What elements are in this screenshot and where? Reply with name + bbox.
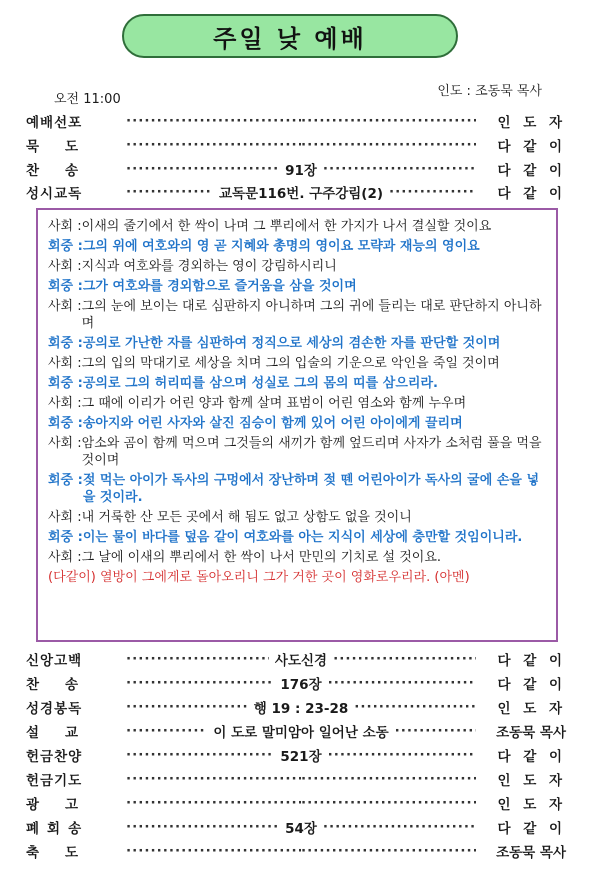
order-performer: 조동묵 목사 [496, 845, 566, 861]
order-row-offering-hymn [26, 744, 566, 766]
page-title: 주일 낮 예배 [122, 14, 458, 58]
reading-line [48, 355, 546, 372]
order-row-silent-prayer [26, 134, 566, 156]
order-label: 성경봉독 [26, 701, 83, 717]
reading-line [48, 509, 546, 526]
reading-speaker: 사회 : [48, 259, 82, 274]
order-value: 91장 [285, 163, 317, 179]
order-row-hymn [26, 158, 566, 180]
reading-line [48, 395, 546, 412]
order-performer: 인 도 자 [497, 701, 566, 717]
order-performer: 다 같 이 [497, 163, 566, 179]
order-row-announcements [26, 792, 566, 814]
order-value: 행 19 : 23-28 [253, 701, 349, 717]
reading-speaker: 회중 : [48, 336, 83, 351]
service-leader: 인도 : 조동묵 목사 [437, 84, 542, 99]
service-time: 오전 11:00 [54, 92, 121, 107]
reading-speaker: 회중 : [48, 239, 83, 254]
reading-line [48, 258, 546, 275]
order-label: 신앙고백 [26, 653, 83, 669]
order-value: 176장 [280, 677, 322, 693]
order-row-hymn [26, 672, 566, 694]
order-dots [126, 137, 476, 153]
order-label: 폐회송 [26, 821, 90, 837]
reading-speaker: 사회 : [48, 436, 82, 451]
reading-text: 암소와 곰이 함께 먹으며 그것들의 새끼가 함께 엎드리며 사자가 소처럼 풀을 먹을 것이며 [81, 436, 542, 468]
order-dots [126, 697, 476, 717]
order-performer: 다 같 이 [497, 677, 566, 693]
order-value: 이 도로 말미암아 일어난 소동 [213, 725, 389, 741]
order-performer: 인 도 자 [497, 797, 566, 813]
order-dots [126, 745, 476, 765]
order-dots [126, 182, 476, 202]
reading-line [48, 415, 546, 432]
order-label: 성시교독 [26, 186, 83, 202]
reading-speaker: 사회 : [48, 396, 82, 411]
reading-text: 그의 입의 막대기로 세상을 치며 그의 입술의 기운으로 악인을 죽일 것이며 [81, 356, 500, 371]
order-dots [126, 673, 476, 693]
reading-text: 송아지와 어린 사자와 살진 짐승이 함께 있어 어린 아이에게 끌리며 [82, 416, 463, 431]
reading-speaker: 사회 : [48, 219, 82, 234]
order-row-call-to-worship [26, 110, 566, 132]
reading-text: 지식과 여호와를 경외하는 영이 강림하시리니 [81, 259, 337, 274]
reading-text: 공의로 그의 허리띠를 삼으며 성실로 그의 몸의 띠를 삼으리라. [82, 376, 438, 391]
order-performer: 다 같 이 [497, 139, 566, 155]
reading-line [48, 529, 546, 546]
order-label: 찬송 [26, 677, 105, 693]
order-performer: 조동묵 목사 [496, 725, 566, 741]
reading-line [48, 549, 546, 566]
order-label: 헌금기도 [26, 773, 83, 789]
order-row-closing-hymn [26, 816, 566, 838]
order-dots [126, 843, 476, 859]
order-row-sermon [26, 720, 566, 742]
order-label: 설교 [26, 725, 105, 741]
reading-speaker: 사회 : [48, 550, 82, 565]
reading-speaker: 회중 : [48, 376, 83, 391]
reading-line [48, 435, 546, 469]
order-row-responsive-reading [26, 181, 566, 203]
order-performer: 다 같 이 [497, 653, 566, 669]
order-value: 521장 [280, 749, 322, 765]
order-performer: 다 같 이 [497, 186, 566, 202]
order-value: 54장 [285, 821, 317, 837]
reading-line [48, 472, 546, 506]
reading-line [48, 298, 546, 332]
reading-text: 그 때에 이리가 어린 양과 함께 살며 표범이 어린 염소와 함께 누우며 [81, 396, 467, 411]
reading-speaker: 회중 : [48, 279, 83, 294]
reading-text: 내 거룩한 산 모든 곳에서 해 됨도 없고 상함도 없을 것이니 [81, 510, 412, 525]
order-dots [126, 721, 476, 741]
order-label: 헌금찬양 [26, 749, 83, 765]
order-label: 광고 [26, 797, 105, 813]
reading-line [48, 375, 546, 392]
reading-text: 공의로 가난한 자를 심판하여 정직으로 세상의 겸손한 자를 판단할 것이며 [82, 336, 501, 351]
reading-text: 이는 물이 바다를 덮음 같이 여호와를 아는 지식이 세상에 충만할 것임이니라. [82, 530, 523, 545]
reading-speaker: 회중 : [48, 416, 83, 431]
reading-text: 그의 눈에 보이는 대로 심판하지 아니하며 그의 귀에 들리는 대로 판단하지 아니하며 [81, 299, 542, 331]
order-dots [126, 113, 476, 129]
reading-line [48, 335, 546, 352]
order-label: 축도 [26, 845, 105, 861]
order-dots [126, 159, 476, 179]
reading-line [48, 278, 546, 295]
order-dots [126, 771, 476, 787]
order-dots [126, 795, 476, 811]
reading-text: 그의 위에 여호와의 영 곧 지혜와 총명의 영이요 모략과 재능의 영이요 [82, 239, 480, 254]
order-value: 사도신경 [274, 653, 328, 669]
order-label: 찬송 [26, 163, 105, 179]
order-row-scripture [26, 696, 566, 718]
reading-text: 그 날에 이새의 뿌리에서 한 싹이 나서 만민의 기치로 설 것이요. [81, 550, 442, 565]
order-label: 예배선포 [26, 115, 83, 131]
order-performer: 다 같 이 [497, 821, 566, 837]
responsive-reading-box [36, 208, 558, 642]
reading-speaker: 회중 : [48, 530, 83, 545]
reading-text: 젖 먹는 아이가 독사의 구멍에서 장난하며 젖 뗀 어린아이가 독사의 굴에 손을 넣을 것이라. [82, 473, 540, 505]
order-performer: 인 도 자 [497, 115, 566, 131]
reading-speaker: 회중 : [48, 473, 83, 488]
reading-speaker: 사회 : [48, 299, 82, 314]
order-value: 교독문116번. 구주강림(2) [218, 186, 384, 202]
order-label: 묵도 [26, 139, 105, 155]
order-performer: 인 도 자 [497, 773, 566, 789]
order-row-benediction [26, 840, 566, 862]
reading-closing: (다같이) 열방이 그에게로 돌아오리니 그가 거한 곳이 영화로우리라. (아멘) [48, 570, 470, 585]
order-row-creed [26, 648, 566, 670]
reading-speaker: 사회 : [48, 510, 82, 525]
reading-text: 그가 여호와를 경외함으로 즐거움을 삼을 것이며 [82, 279, 357, 294]
order-row-offering-prayer [26, 768, 566, 790]
reading-line [48, 238, 546, 255]
reading-text: 이새의 줄기에서 한 싹이 나며 그 뿌리에서 한 가지가 나서 결실할 것이요 [81, 219, 492, 234]
reading-speaker: 사회 : [48, 356, 82, 371]
order-dots [126, 649, 476, 669]
order-performer: 다 같 이 [497, 749, 566, 765]
reading-line [48, 218, 546, 235]
order-dots [126, 817, 476, 837]
